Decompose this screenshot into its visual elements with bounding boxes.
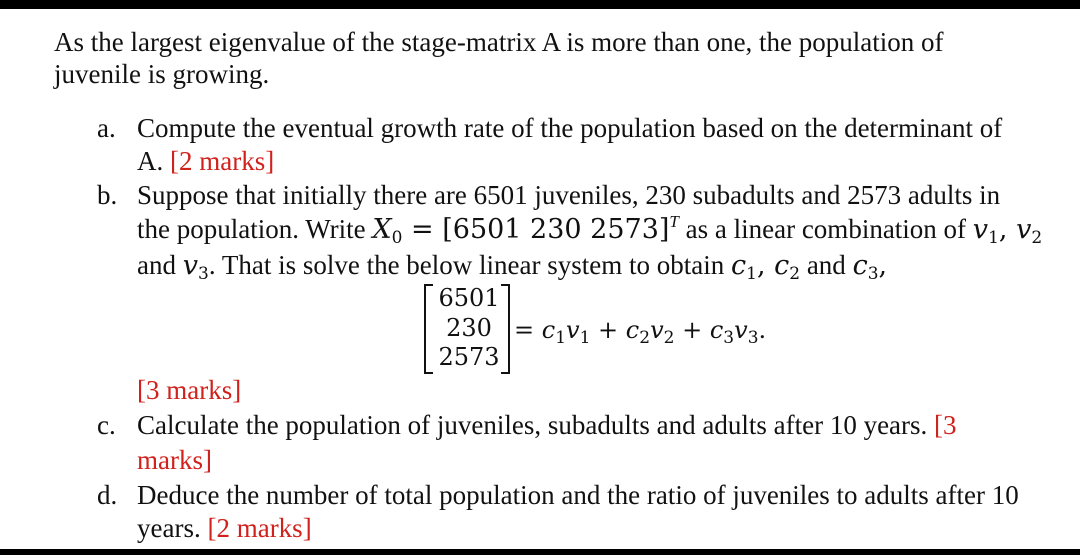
matrix-entry-2: 230 [446,314,492,342]
matrix-entry-3: 2573 [438,343,500,371]
item-b-line-2-post: as a linear combination of [678,214,967,244]
rhs-plus-2: + [674,316,710,344]
item-b-marker: b. [97,180,118,210]
linear-combination-rhs [514,316,766,347]
rhs-v3: v [734,316,748,344]
c3-subscript: 3 [867,264,879,284]
item-d-line-1: Deduce the number of total population and the ratio of juveniles to adults after 10 [137,480,1019,510]
rhs-v2-sub: 2 [663,328,675,348]
rhs-c1-sub: 1 [555,328,567,348]
matrix-left-bracket [424,284,433,374]
x0-subscript: 0 [391,228,403,248]
matrix-entry-1: 6501 [438,284,500,312]
intro-line-2: juvenile is growing. [54,59,270,89]
item-a-line-1: Compute the eventual growth rate of the population based on the determinant of [137,113,1003,143]
c1-symbol: c [731,250,747,281]
rhs-c2-sub: 2 [639,328,651,348]
rhs-end: . [758,316,767,344]
x0-transpose: T [669,212,679,231]
item-d-text: years. [137,513,201,543]
item-a-line-2 [137,146,274,176]
item-d-line-2 [137,513,312,543]
rhs-c2: c [625,316,640,344]
rhs-c1: c [541,316,556,344]
item-d-marker: d. [97,480,118,510]
item-b-marks: [3 marks] [137,375,242,405]
rhs-plus-1: + [590,316,626,344]
c2-subscript: 2 [789,264,801,284]
item-c-marks-part-1: [3 [934,410,957,440]
initial-vector-matrix [424,284,510,374]
intro-line-1: As the largest eigenvalue of the stage-matrix A is more than one, the population of [54,27,944,57]
item-c-marks-part-2: marks] [137,445,212,475]
item-a-marks: [2 marks] [170,146,275,176]
v3-symbol: v [182,250,198,281]
v1-symbol: v [972,214,989,245]
rhs-equals: = [514,316,542,344]
item-b-line-2 [137,214,1042,248]
c1-subscript: 1 [746,264,757,284]
rhs-v3-sub: 3 [747,328,759,348]
item-b-line-1: Suppose that initially there are 6501 juveniles, 230 subadults and 2573 adults in [137,180,1001,210]
item-b-line-3: and v3. That is solve the below linear system to obtain c1, c2 and c3, [137,250,888,284]
bottom-border [0,549,1080,555]
matrix-right-bracket [501,284,510,374]
item-b-line-3-end: , [878,250,888,281]
item-c-marker: c. [97,410,116,440]
item-a-marker: a. [97,113,116,143]
item-b-line-2-pre: the population. Write [137,214,366,244]
item-b-line-3-mid: . That is solve the below linear system to obtain [208,250,725,280]
item-a-text: A. [137,146,164,176]
item-b-line-3-pre: and [137,250,176,280]
c2-symbol: c [774,250,790,281]
rhs-v1: v [566,316,580,344]
v1-subscript: 1 [988,228,999,248]
rhs-c3-sub: 3 [723,328,735,348]
item-b-line-3-and: and [800,250,846,280]
rhs-v2: v [650,316,664,344]
v2-subscript: 2 [1031,228,1043,248]
v2-symbol: v [1016,214,1032,245]
c3-symbol: c [852,250,868,281]
x0-symbol: X [372,214,392,245]
x0-vector: = [6501 230 2573] [402,214,670,245]
rhs-c3: c [709,316,724,344]
rhs-v1-sub: 1 [579,328,591,348]
item-c-line-1 [137,410,957,440]
item-c-text: Calculate the population of juveniles, subadults and adults after 10 years. [137,410,928,440]
v-comma: , [998,214,1017,245]
v3-subscript: 3 [198,264,209,284]
item-d-marks: [2 marks] [207,513,312,543]
